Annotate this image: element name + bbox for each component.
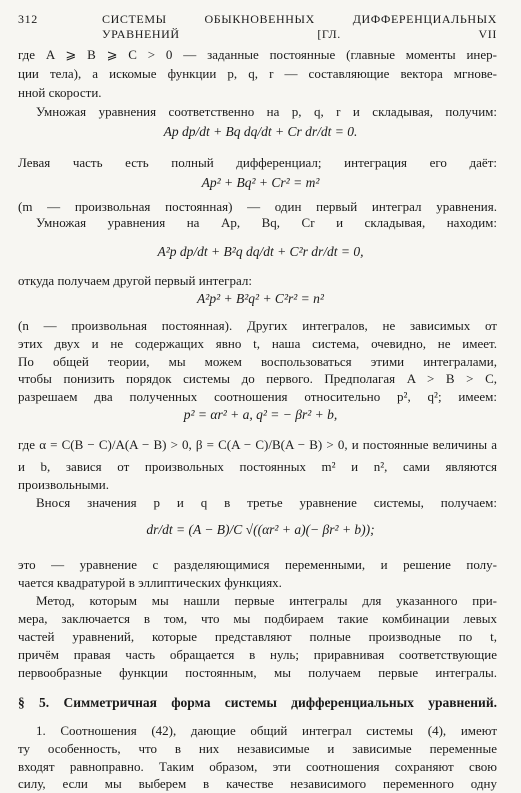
text-line: входят равноправно. Таким образом, эти соотношения сохраняют свою [18, 759, 497, 774]
text-line: первообразные функции постоянным, мы получаем первые интегралы. [18, 665, 497, 680]
text-line: По общей теории, мы можем воспользоваться этими интегралами, [18, 354, 497, 369]
text-line: Метод, которым мы нашли первые интегралы для указанного при- [36, 593, 497, 608]
formula: Ap dp/dt + Bq dq/dt + Cr dr/dt = 0. [163, 124, 358, 139]
text-line: 1. Соотношения (42), дающие общий интеграл системы (4), имеют [36, 723, 497, 738]
formula: A²p dp/dt + B²q dq/dt + C²r dr/dt = 0, [157, 244, 364, 259]
text-line: Левая часть есть полный дифференциал; интеграция его даёт: [18, 155, 497, 170]
text-line: мера, заключается в том, что мы подбираем такие комбинации левых [18, 611, 497, 626]
text-line: (n — произвольная постоянная). Других интегралов, не зависимых от [18, 318, 497, 333]
text-line: произвольными. [18, 477, 109, 492]
text-line: где A ⩾ B ⩾ C > 0 — заданные постоянные (главные моменты инер- [18, 47, 497, 62]
running-title: СИСТЕМЫ ОБЫКНОВЕННЫХ ДИФФЕРЕНЦИАЛЬНЫХ УРАВНЕНИЙ [ГЛ. VII [102, 12, 497, 41]
text-line: Внося значения p и q в третье уравнение системы, получаем: [36, 495, 497, 510]
formula: p² = αr² + a, q² = − βr² + b, [183, 407, 338, 422]
text-line: этих двух и не содержащих явно t, наша система, очевидно, не имеет. [18, 336, 497, 351]
text-line: Умножая уравнения соответственно на p, q, r и складывая, получим: [36, 104, 497, 119]
text-line: разрешаем два полученных соотношения относительно p², q²; имеем: [18, 389, 497, 404]
text-line: где α = C(B − C)/A(A − B) > 0, β = C(A − C)/B(A − B) > 0, и постоянные величины a [18, 437, 497, 452]
text-line: ции тела), а искомые функции p, q, r — составляющие вектора мгнове- [18, 66, 497, 81]
text-line: ту особенность, что в них независимые и зависимые переменные [18, 741, 497, 756]
section-heading: § 5. Симметричная форма системы дифференциальных уравнений. [18, 695, 497, 710]
text-line: и b, завися от произвольных постоянных m² и n², сами являются [18, 459, 497, 474]
formula: dr/dt = (A − B)/C √((αr² + a)(− βr² + b)); [146, 522, 375, 537]
text-line: нной скорости. [18, 85, 102, 100]
formula: Ap² + Bq² + Cr² = m² [201, 175, 320, 190]
text-line: Умножая уравнения на Ap, Bq, Cr и складывая, находим: [36, 215, 497, 230]
text-line: частей уравнений, которые представляют полные производные по t, [18, 629, 497, 644]
text-line: чтобы понизить порядок системы до первого. Предполагая A > B > C, [18, 371, 497, 386]
page-number: 312 [18, 12, 38, 26]
text-line: чается квадратурой в эллиптических функциях. [18, 575, 282, 590]
text-line: силу, если мы выберем в качестве независимого переменного одну [18, 776, 497, 791]
text-line: (m — произвольная постоянная) — один первый интеграл уравнения. [18, 199, 497, 214]
text-line: откуда получаем другой первый интеграл: [18, 273, 252, 288]
text-line: причём правая часть обращается в нуль; приравнивая соответствующие [18, 647, 497, 662]
formula: A²p² + B²q² + C²r² = n² [197, 291, 324, 306]
text-line: это — уравнение с разделяющимися переменными, и решение полу- [18, 557, 497, 572]
